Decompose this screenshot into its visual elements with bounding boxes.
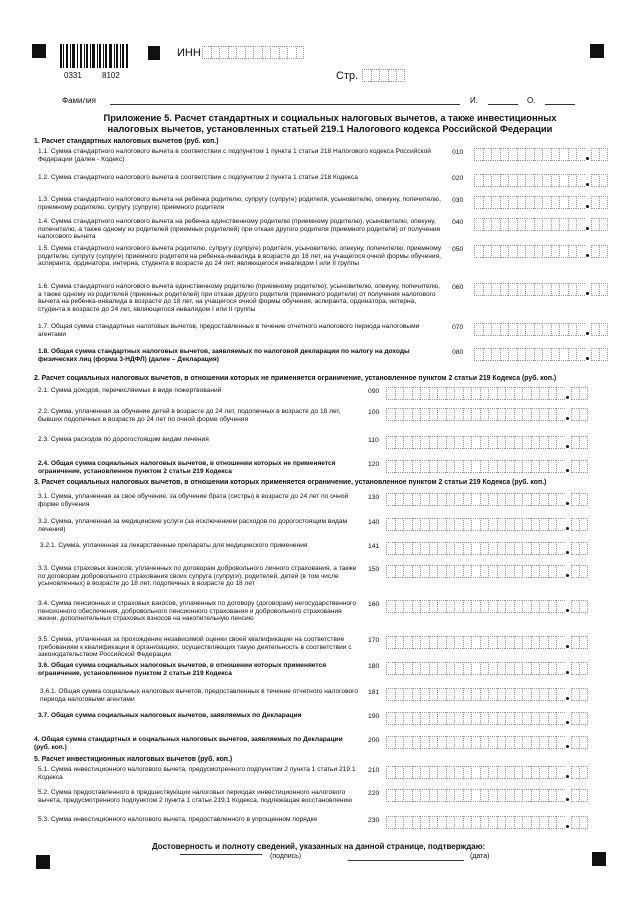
section-5-heading: 5. Расчет инвестиционных налоговых вычетов (руб. коп.) [34, 756, 233, 763]
surname-label: Фамилия [62, 96, 96, 105]
appendix-title-line1: Приложение 5. Расчет стандартных и социальных налоговых вычетов, а также инвестиционных [103, 112, 557, 123]
amount-field-010[interactable] [474, 148, 608, 161]
row-label-140: 3.2. Сумма, уплаченная за медицинские услуги (за исключением расходов по дорогостоящим видам лечения) [38, 518, 348, 533]
section-3-heading: 3. Расчет социальных налоговых вычетов, в отношении которых применяется ограничение, установленное пунктом 2 статьи 219 Кодекса (руб. коп.) [34, 479, 547, 486]
row-label-090: 2.1. Сумма доходов, перечисляемых в виде пожертвований [38, 387, 222, 394]
amount-field-070[interactable] [474, 323, 608, 336]
row-code-030: 030 [452, 197, 464, 204]
row-label-210: 5.1. Сумма инвестиционного налогового вычета, предусмотренного подпунктом 2 пункта 1 статьи 219.1 Кодекса [38, 766, 356, 781]
row-label-170: 3.5. Сумма, уплаченная за прохождение независимой оценки своей квалификации на соответствие требованиям к квалификации в организациях, осуществляющих такую деятельность в соответствии с законодательством Российской Федерации [38, 636, 352, 659]
amount-field-020[interactable] [474, 174, 608, 187]
row-code-080: 080 [452, 349, 464, 356]
amount-field-220[interactable] [386, 789, 588, 802]
page-label: Стр. [336, 70, 359, 82]
barcode-number-right: 8102 [102, 71, 120, 80]
row-code-200: 200 [368, 737, 380, 744]
registration-mark-bottom-left [36, 855, 50, 869]
barcode-side-mark [148, 46, 160, 60]
row-code-180: 180 [368, 663, 380, 670]
row-code-141: 141 [368, 543, 380, 550]
amount-field-190[interactable] [386, 712, 588, 725]
confirmation-text: Достоверность и полноту сведений, указанных на данной странице, подтверждаю: [152, 842, 486, 851]
row-label-040: 1.4. Сумма стандартного налогового вычета на ребенка единственному родителю (приемному родителю), усыновителю, опекуну, попечителю, а также одному из родителей (приемных родителей) при отказе другого родителя (приемного родителя) от получения налогового вычета [38, 218, 441, 241]
amount-field-200[interactable] [386, 736, 588, 749]
row-label-181: 3.6.1. Общая сумма социальных налоговых вычетов, предоставленных в течение отчетного налогового периода налоговыми агентами [40, 688, 359, 703]
row-label-110: 2.3. Сумма расходов по дорогостоящим видам лечения [38, 436, 209, 443]
amount-field-090[interactable] [386, 387, 588, 400]
row-label-060: 1.6. Сумма стандартного налогового вычета единственному родителю (приемному родителю), усыновителю, опекуну, попечителю, а также одному из родителей (приемных родителей) при отказе другого родителя (приемного родителя) от получения налогового вычета на ребенка-инвалида в возрасте до 18 лет, на учащегося очной формы обучения, аспиранта, ординатора, интерна, студента в возрасте до 24 лет, являющегося инвалидом I или II группы [38, 283, 441, 313]
inn-label: ИНН [177, 47, 201, 59]
row-code-160: 160 [368, 601, 380, 608]
row-code-110: 110 [368, 437, 379, 444]
amount-field-110[interactable] [386, 436, 588, 449]
row-label-100: 2.2. Сумма, уплаченная за обучение детей в возрасте до 24 лет, подопечных в возрасте до 18 лет, бывших подопечных в возрасте до 24 лет по очной форме обучения [38, 408, 341, 423]
amount-field-040[interactable] [474, 218, 608, 231]
barcode [60, 44, 128, 68]
initial-o-line[interactable] [545, 104, 575, 105]
amount-field-130[interactable] [386, 493, 588, 506]
row-label-220: 5.2. Сумма предоставленного в предшествующих налоговых периодах инвестиционного налогового вычета, предусмотренного подпунктом 2 пункта 1 статьи 219.1 Кодекса, подлежащая восстановлению [38, 789, 353, 804]
registration-mark-top-left [32, 44, 46, 58]
amount-field-050[interactable] [474, 245, 608, 258]
amount-field-030[interactable] [474, 196, 608, 209]
row-label-200: 4. Общая сумма стандартных и социальных налоговых вычетов, заявляемых по Декларации (руб. коп.) [34, 736, 343, 751]
row-code-090: 090 [368, 388, 380, 395]
row-code-230: 230 [368, 817, 380, 824]
row-label-020: 1.2. Сумма стандартного налогового вычета в соответствии с подпунктом 2 пункта 1 статьи 218 Кодекса [38, 174, 358, 181]
amount-field-140[interactable] [386, 518, 588, 531]
row-label-180: 3.6. Общая сумма социальных налоговых вычетов, в отношении которых применяется ограничение, установленное пунктом 2 статьи 219 Кодекса [38, 662, 327, 677]
amount-field-170[interactable] [386, 636, 588, 649]
barcode-number-left: 0331 [64, 71, 82, 80]
row-label-141: 3.2.1. Сумма, уплаченная за лекарственные препараты для медицинского применения [40, 542, 308, 549]
amount-field-120[interactable] [386, 460, 588, 473]
row-label-230: 5.3. Сумма инвестиционного налогового вычета, предоставленного в упрощенном порядке [38, 816, 318, 823]
row-code-060: 060 [452, 284, 464, 291]
row-label-030: 1.3. Сумма стандартного налогового вычета на ребенка родителю, супругу (супруге) родителя, усыновителю, опекуну, попечителю, приемному родителю, супругу (супруге) приемного родителя [38, 196, 441, 211]
row-code-190: 190 [368, 713, 380, 720]
row-label-080: 1.8. Общая сумма стандартных налоговых вычетов, заявляемых по налоговой декларации по налогу на доходы физических лиц (форма 3-НДФЛ) (далее – Декларация) [38, 348, 410, 363]
initial-i-label: И. [470, 96, 478, 105]
row-code-130: 130 [368, 494, 380, 501]
amount-field-060[interactable] [474, 283, 608, 296]
row-code-140: 140 [368, 519, 380, 526]
section-2-heading: 2. Расчет социальных налоговых вычетов, в отношении которых не применяется ограничение, установленное пунктом 2 статьи 219 Кодекса (руб. коп.) [34, 375, 557, 382]
amount-field-100[interactable] [386, 408, 588, 421]
section-1-heading: 1. Расчет стандартных налоговых вычетов (руб. коп.) [34, 138, 219, 145]
inn-field[interactable] [202, 46, 304, 59]
row-label-010: 1.1. Сумма стандартного налогового вычета в соответствии с подпунктом 1 пункта 1 статьи 218 Налогового кодекса Российской Федерации (далее - Кодекс) [38, 148, 431, 163]
row-code-150: 150 [368, 566, 380, 573]
appendix-title-line2: налоговых вычетов, установленных статьей 219.1 Налогового кодекса Российской Федерации [107, 123, 553, 134]
amount-field-181[interactable] [386, 688, 588, 701]
initial-i-line[interactable] [488, 104, 518, 105]
row-code-220: 220 [368, 790, 380, 797]
row-code-170: 170 [368, 637, 380, 644]
registration-mark-bottom-right [592, 852, 606, 866]
row-label-050: 1.5. Сумма стандартного налогового вычета родителю, супругу (супруге) родителя, усыновителю, опекуну, попечителю, приемному родителю, супругу (супруге) приемного родителя на ребенка-инвалида в возрасте до 18 лет, на учащегося очной формы обучения, аспиранта, ординатора, интерна, студента в возрасте до 24 лет, являющегося инвалидом I или II группы [38, 245, 442, 268]
row-label-070: 1.7. Общая сумма стандартных налоговых вычетов, предоставленных в течение отчетного налогового периода налоговыми агентами [38, 323, 420, 338]
date-caption: (дата) [470, 853, 490, 860]
signature-line[interactable] [180, 854, 262, 855]
amount-field-150[interactable] [386, 565, 588, 578]
surname-line[interactable] [110, 104, 460, 105]
amount-field-180[interactable] [386, 662, 588, 675]
row-code-070: 070 [452, 324, 464, 331]
date-line[interactable] [348, 860, 464, 861]
initial-o-label: О. [527, 96, 536, 105]
row-label-150: 3.3. Сумма страховых взносов, уплаченных по договорам добровольного личного страхования, а также по договорам добровольного страхования своих супруга (супруги), родителей, детей (в том числе усыновленных) в возрасте до 18 лет, подопечных в возрасте до 18 лет [38, 565, 357, 588]
signature-caption: (подпись) [270, 853, 302, 860]
row-code-050: 050 [452, 246, 464, 253]
row-code-181: 181 [368, 689, 380, 696]
amount-field-141[interactable] [386, 542, 588, 555]
page-number-field[interactable] [362, 69, 405, 82]
row-label-160: 3.4. Сумма пенсионных и страховых взносов, уплаченных по договору (договорам) негосударственного пенсионного обеспечения, добровольного пенсионного страхования и добровольного страхования жизни, дополнительных страховых взносов на накопительную пенсию [38, 600, 356, 623]
row-label-190: 3.7. Общая сумма социальных налоговых вычетов, заявляемых по Декларации [38, 712, 302, 719]
row-code-040: 040 [452, 219, 464, 226]
row-label-120: 2.4. Общая сумма социальных налоговых вычетов, в отношении которых не применяется ограничение, установленное пунктом 2 статьи 219 Кодекса [38, 460, 336, 475]
row-code-210: 210 [368, 767, 380, 774]
row-code-020: 020 [452, 175, 464, 182]
row-code-120: 120 [368, 461, 380, 468]
registration-mark-top-right [590, 44, 604, 58]
row-code-010: 010 [452, 149, 464, 156]
row-code-100: 100 [368, 409, 380, 416]
amount-field-210[interactable] [386, 766, 588, 779]
amount-field-230[interactable] [386, 816, 588, 829]
amount-field-160[interactable] [386, 600, 588, 613]
amount-field-080[interactable] [474, 348, 608, 361]
row-label-130: 3.1. Сумма, уплаченная за свое обучение, за обучение брата (сестры) в возрасте до 24 лет по очной форме обучения [38, 493, 349, 508]
